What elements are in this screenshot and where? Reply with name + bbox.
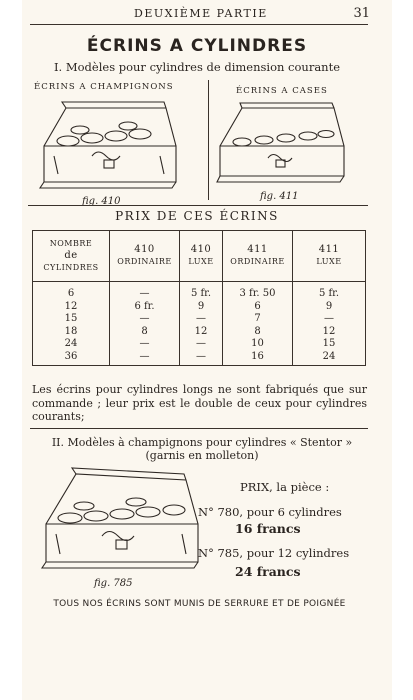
price-table [32,230,366,366]
price-table-header [33,231,366,282]
cell-411-ordinaire: 8 [223,326,293,339]
item-785-price: 24 francs [235,564,301,579]
cell-cylinders: 15 [33,313,110,326]
label-cases: ÉCRINS A CASES [236,86,328,96]
label-champignons: ÉCRINS A CHAMPIGNONS [34,82,174,92]
cell-410-ordinaire: 6 fr. [110,301,180,314]
case-410-illustration [36,96,186,196]
running-header [22,6,372,22]
section2-heading: II. Modèles à champignons pour cylindres « Stentor » [51,436,353,449]
price-table-title: PRIX DE CES ÉCRINS [115,209,279,223]
item-785-text: N° 785, pour 12 cylindres [198,546,350,560]
section-rule [28,205,368,206]
cell-411-ordinaire: 3 fr. 50 [223,282,293,301]
cell-cylinders: 6 [33,282,110,301]
cell-411-luxe: 9 [293,301,366,314]
page-title: ÉCRINS A CYLINDRES [86,36,308,56]
page-number: 31 [353,6,370,21]
table-row [33,326,366,339]
cell-411-ordinaire: 16 [223,351,293,366]
item-780-text: N° 780, pour 6 cylindres [198,505,342,519]
table-row [33,338,366,351]
header-410-luxe: 410 LUXE [180,231,223,282]
cell-410-luxe: — [180,313,223,326]
cell-411-luxe: 12 [293,326,366,339]
catalog-page [22,0,392,700]
section2-heading-block [32,436,372,462]
cell-411-ordinaire: 10 [223,338,293,351]
table-row [33,282,366,301]
section-rule [30,428,368,429]
header-cylinders: NOMBRE de CYLINDRES [33,231,110,282]
table-row [33,313,366,326]
fig-411-caption: fig. 411 [260,191,299,202]
footer-note: TOUS NOS ÉCRINS SONT MUNIS DE SERRURE ET DE POIGNÉE [53,599,346,609]
fig-410-caption: fig. 410 [82,196,121,207]
cell-410-ordinaire: — [110,282,180,301]
cell-cylinders: 12 [33,301,110,314]
table-row [33,301,366,314]
cell-411-luxe: — [293,313,366,326]
unit-price-label: PRIX, la pièce : [240,480,330,494]
header-rule [30,24,368,25]
cell-411-ordinaire: 6 [223,301,293,314]
cell-410-luxe: 12 [180,326,223,339]
header-410-ordinaire: 410 ORDINAIRE [110,231,180,282]
section1-heading: I. Modèles pour cylindres de dimension courante [53,60,341,74]
cell-410-ordinaire: — [110,313,180,326]
cell-cylinders: 36 [33,351,110,366]
item-780-price: 16 francs [235,521,301,536]
fig-785-caption: fig. 785 [94,578,133,589]
cell-410-luxe: 9 [180,301,223,314]
cell-cylinders: 24 [33,338,110,351]
cell-410-luxe: — [180,338,223,351]
cell-411-luxe: 24 [293,351,366,366]
illustration-divider [208,80,209,200]
header-411-luxe: 411 LUXE [293,231,366,282]
table-row [33,351,366,366]
part-title: DEUXIÈME PARTIE [134,7,268,20]
cell-410-luxe: 5 fr. [180,282,223,301]
long-cylinders-note: Les écrins pour cylindres longs ne sont fabriqués que sur commande ; leur prix est le double de ceux pour cylindres courants; [32,383,367,423]
cell-410-ordinaire: — [110,351,180,366]
cell-cylinders: 18 [33,326,110,339]
cell-411-luxe: 5 fr. [293,282,366,301]
cell-410-ordinaire: 8 [110,326,180,339]
header-411-ordinaire: 411 ORDINAIRE [223,231,293,282]
cell-411-luxe: 15 [293,338,366,351]
cell-411-ordinaire: 7 [223,313,293,326]
cell-410-ordinaire: — [110,338,180,351]
cell-410-luxe: — [180,351,223,366]
case-411-illustration [212,100,352,190]
case-785-illustration [36,466,206,578]
section2-subheading: (garnis en molleton) [145,449,259,462]
